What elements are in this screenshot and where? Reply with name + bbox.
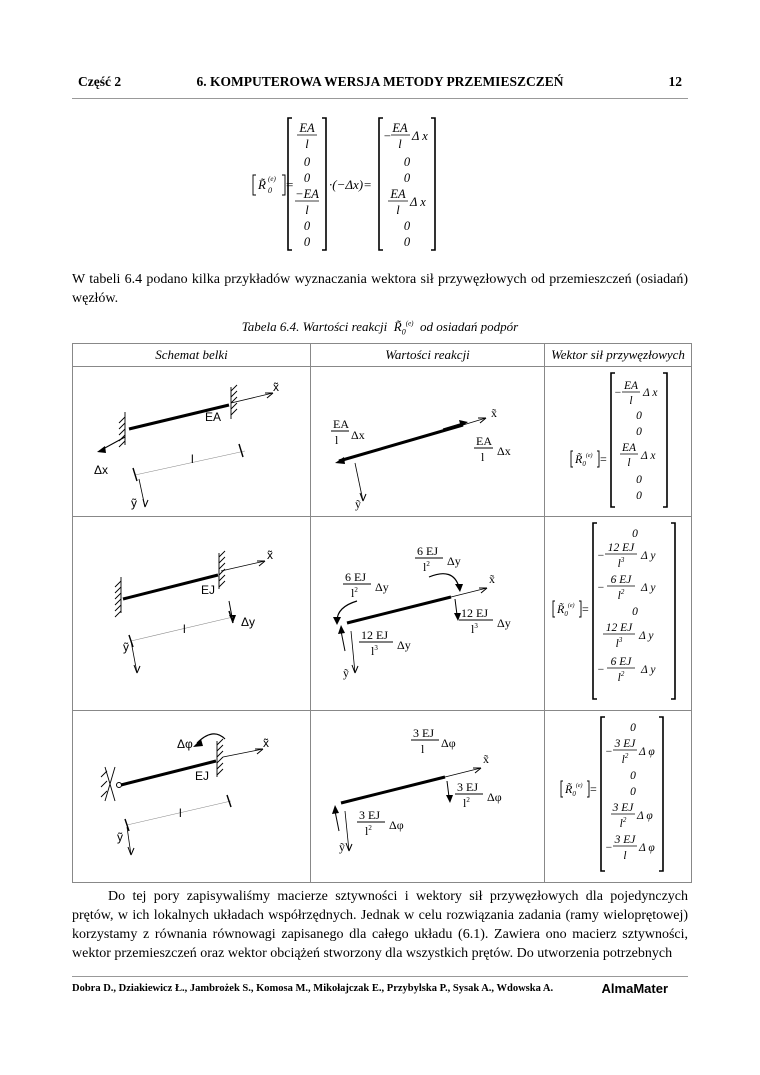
svg-text:R̃0(e): $R̃_0^{(e)}$: [557, 602, 575, 618]
svg-text:Δφ: Δφ: [389, 818, 404, 832]
svg-text:EA: EA: [623, 380, 639, 392]
svg-text:0: 0: [303, 235, 311, 249]
svg-text:l: l: [421, 742, 425, 756]
col-header-vector: Wektor sił przywęzłowych: [545, 344, 692, 367]
svg-text:Δ x: Δ x: [412, 129, 428, 143]
table-row: [73, 367, 692, 517]
svg-text:l: l: [179, 806, 182, 820]
reactions-table: [72, 343, 692, 883]
svg-text:l: l: [623, 850, 627, 862]
svg-text:l: l: [305, 137, 309, 151]
svg-text:x̃: x̃: [273, 380, 279, 394]
svg-text:−: −: [597, 664, 605, 676]
svg-text:0: 0: [403, 235, 411, 249]
footer-brand: AlmaMater: [601, 981, 668, 996]
svg-text:l2: $l^2$: [365, 824, 372, 838]
svg-text:R̃0(e): $R̃_0^{(e)}$: [565, 782, 583, 798]
svg-text:0: 0: [636, 474, 642, 486]
table-caption: Tabela 6.4. Wartości reakcji $R̃_0^{(e)}$ od osiadań podpór: [241, 319, 519, 337]
svg-text:0: 0: [403, 171, 411, 185]
svg-text:0: 0: [630, 786, 636, 798]
svg-text:l: l: [191, 452, 194, 466]
svg-text:Δy: Δy: [497, 616, 511, 630]
svg-text:l3: $l^3$: [617, 556, 625, 570]
svg-text:l2: $l^2$: [619, 816, 627, 830]
svg-text:EA: EA: [390, 187, 406, 201]
svg-text:0: 0: [632, 606, 638, 618]
row1-vector: [545, 367, 692, 517]
page-header: [72, 74, 688, 96]
table-row: [73, 711, 692, 883]
svg-text:Δ y: Δ y: [641, 550, 656, 562]
svg-text:Δ y: Δ y: [639, 630, 654, 642]
svg-text:l: l: [629, 395, 633, 407]
eq-factor: ·(−Δx)=: [329, 177, 372, 192]
col-header-schema: Schemat belki: [73, 344, 311, 367]
row2-reactions: [311, 517, 545, 711]
svg-text:0: 0: [403, 219, 411, 233]
svg-text:Δ x: Δ x: [641, 450, 656, 462]
svg-text:Δ x: Δ x: [643, 387, 658, 399]
intro-paragraph: W tabeli 6.4 podano kilka przykładów wyznaczania wektora sił przywęzłowych od przemieszczeń (osiadań) węzłów.: [72, 272, 688, 306]
svg-text:12 EJ: 12 EJ: [605, 622, 633, 634]
equation: [240, 110, 460, 260]
svg-text:l: l: [305, 203, 309, 217]
svg-text:Δy: Δy: [397, 638, 411, 652]
svg-text:0: 0: [303, 171, 311, 185]
svg-text:EA: EA: [299, 121, 315, 135]
svg-text:EA: EA: [333, 417, 349, 431]
svg-text:Δy: Δy: [447, 554, 461, 568]
row3-schema: [73, 711, 311, 883]
svg-text:l3: $l^3$: [471, 622, 478, 636]
svg-text:ỹ: ỹ: [339, 840, 345, 854]
svg-text:Δφ: Δφ: [487, 790, 502, 804]
svg-text:l: l: [396, 203, 400, 217]
svg-text:0: 0: [636, 426, 642, 438]
row1-schema: [73, 367, 311, 517]
part-label: Część 2: [78, 74, 122, 89]
svg-text:6 EJ: 6 EJ: [417, 544, 438, 558]
svg-text:ỹ: ỹ: [131, 496, 137, 510]
page-number: 12: [668, 74, 682, 89]
svg-text:12 EJ: 12 EJ: [461, 606, 488, 620]
svg-text:l3: $l^3$: [371, 644, 378, 658]
svg-text:l: l: [481, 450, 485, 464]
svg-text:3 EJ: 3 EJ: [612, 802, 634, 814]
svg-text:0: 0: [630, 770, 636, 782]
svg-text:EA: EA: [205, 410, 222, 424]
svg-text:Δx: Δx: [351, 428, 365, 442]
svg-text:3 EJ: 3 EJ: [413, 726, 434, 740]
svg-text:EJ: EJ: [201, 583, 216, 597]
svg-text:ỹ: ỹ: [343, 666, 349, 680]
svg-text:Δy: Δy: [241, 615, 256, 629]
svg-text:Δ φ: Δ φ: [639, 842, 655, 854]
svg-text:−: −: [605, 746, 613, 758]
col-header-reactions: Wartości reakcji: [311, 344, 545, 367]
svg-text:−: −: [597, 550, 605, 562]
footer-authors: Dobra D., Dziakiewicz Ł., Jambrożek S., Komosa M., Mikołajczak E., Przybylska P., Sysak A., Wdowska A.: [72, 983, 554, 994]
svg-text:12 EJ: 12 EJ: [361, 628, 388, 642]
svg-text:l2: $l^2$: [351, 586, 358, 600]
svg-text:0: 0: [403, 155, 411, 169]
svg-text:3 EJ: 3 EJ: [457, 780, 478, 794]
svg-text:l2: $l^2$: [463, 796, 470, 810]
row2-vector: [545, 517, 692, 711]
svg-text:Δ x: Δ x: [410, 195, 426, 209]
svg-text:EA: EA: [621, 442, 637, 454]
svg-text:Δ φ: Δ φ: [639, 746, 655, 758]
svg-text:ỹ: ỹ: [117, 830, 123, 844]
svg-text:=: =: [590, 782, 597, 796]
svg-text:3 EJ: 3 EJ: [614, 834, 636, 846]
svg-text:Δx: Δx: [497, 444, 511, 458]
svg-text:0: 0: [630, 722, 636, 734]
svg-text:x̃: x̃: [489, 572, 495, 586]
svg-text:x̃: x̃: [491, 406, 497, 420]
svg-text:−EA: −EA: [295, 187, 319, 201]
table-row: [73, 517, 692, 711]
svg-text:l2: $l^2$: [621, 752, 629, 766]
svg-text:R̃0(e): $R̃_0^{(e)}$: [575, 452, 593, 468]
svg-text:3 EJ: 3 EJ: [614, 738, 636, 750]
row2-schema: [73, 517, 311, 711]
svg-text:Δφ: Δφ: [441, 736, 456, 750]
svg-text:Δ y: Δ y: [641, 582, 656, 594]
svg-text:EJ: EJ: [195, 769, 210, 783]
svg-text:12 EJ: 12 EJ: [607, 542, 635, 554]
svg-text:=: =: [600, 452, 607, 466]
svg-text:Δ y: Δ y: [641, 664, 656, 676]
header-rule: [72, 98, 688, 99]
svg-text:−: −: [383, 129, 392, 143]
svg-text:l3: $l^3$: [615, 636, 623, 650]
row3-vector: [545, 711, 692, 883]
svg-text:0: 0: [303, 219, 311, 233]
svg-text:−: −: [605, 842, 613, 854]
svg-text:l: l: [398, 137, 402, 151]
svg-text:l: l: [627, 457, 631, 469]
chapter-title: 6. KOMPUTEROWA WERSJA METODY PRZEMIESZCZEŃ: [196, 74, 564, 89]
svg-text:EA: EA: [476, 434, 492, 448]
svg-text:EA: EA: [392, 121, 408, 135]
row1-reactions: [311, 367, 545, 517]
eq-lhs: R̃: [258, 177, 266, 192]
svg-text:0: 0: [632, 528, 638, 540]
svg-text:ỹ: ỹ: [355, 497, 361, 511]
svg-text:l2: $l^2$: [423, 560, 430, 574]
eq-lhs-sup: (e): [268, 175, 276, 183]
svg-text:Δφ: Δφ: [177, 737, 193, 751]
svg-text:Δy: Δy: [375, 580, 389, 594]
svg-text:−: −: [614, 387, 622, 399]
caption-suffix: od osiadań podpór: [420, 319, 519, 334]
svg-text:x̃: x̃: [267, 548, 273, 562]
svg-text:0: 0: [636, 410, 642, 422]
svg-text:=: =: [582, 602, 589, 616]
svg-text:l2: $l^2$: [617, 670, 625, 684]
footer-rule: [72, 976, 688, 977]
svg-text:Δ φ: Δ φ: [637, 810, 653, 822]
svg-text:6 EJ: 6 EJ: [345, 570, 366, 584]
svg-text:x̃: x̃: [483, 752, 489, 766]
svg-text:l: l: [335, 433, 339, 447]
svg-text:6 EJ: 6 EJ: [610, 656, 632, 668]
svg-text:=: =: [286, 177, 294, 192]
body-paragraph: Do tej pory zapisywaliśmy macierze sztywności i wektory sił przywęzłowych dla pojedynczych prętów, w ich lokalnych układach współrzędnych. Jednak w celu rozwiązania zadania (ramy wieloprętowej) korzystamy z równania równowagi zapisanego dla całego układu (6.1). Zawiera ono macierz sztywności, wektor przemieszczeń oraz wektor obciążeń stworzony dla wszystkich prętów. Do utworzenia potrzebnych: [72, 889, 688, 961]
svg-text:0: 0: [303, 155, 311, 169]
svg-text:0: 0: [636, 490, 642, 502]
svg-text:Δx: Δx: [94, 463, 109, 477]
svg-text:6 EJ: 6 EJ: [610, 574, 632, 586]
svg-text:ỹ: ỹ: [123, 640, 129, 654]
caption-prefix: Tabela 6.4. Wartości reakcji: [241, 319, 388, 334]
row3-reactions: [311, 711, 545, 883]
svg-text:x̃: x̃: [263, 736, 269, 750]
svg-text:l2: $l^2$: [617, 588, 625, 602]
eq-lhs-sub: 0: [268, 186, 272, 195]
svg-text:3 EJ: 3 EJ: [359, 808, 380, 822]
svg-text:−: −: [597, 582, 605, 594]
svg-text:l: l: [183, 622, 186, 636]
